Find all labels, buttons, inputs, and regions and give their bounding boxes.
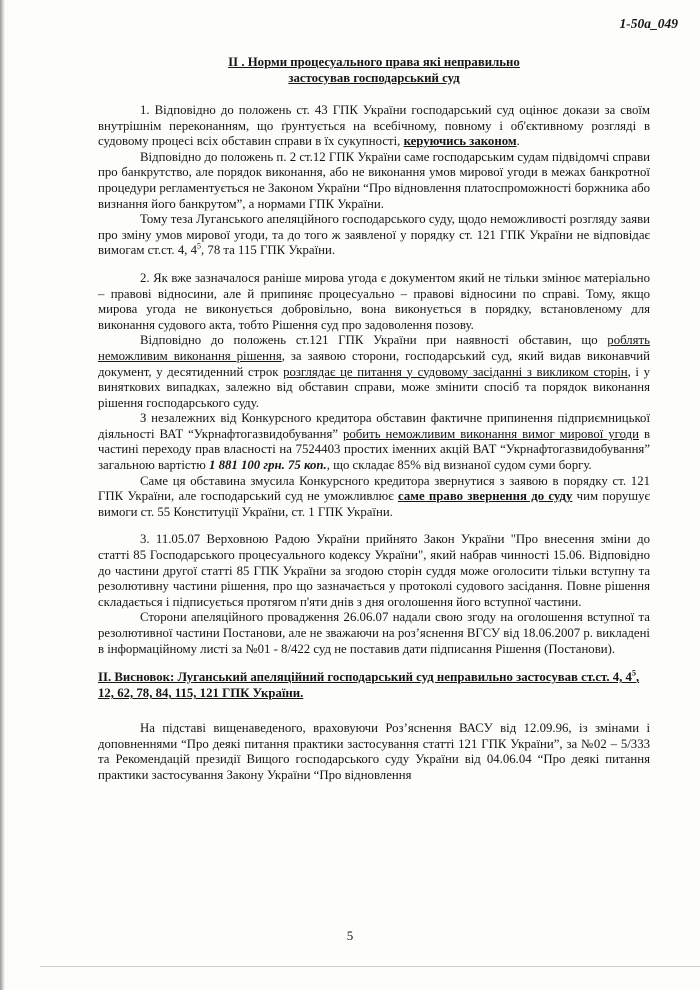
conclusion-superscript: 5 bbox=[631, 668, 636, 678]
paragraph-7-end: чим порушує вимоги ст. 55 Конституції України, ст. 1 ГПК України. bbox=[98, 489, 650, 519]
paragraph-1-emphasis: керуючись законом bbox=[403, 134, 517, 149]
paragraph-3-superscript: 5 bbox=[197, 242, 202, 252]
paragraph-7 bbox=[98, 474, 650, 521]
spacer bbox=[98, 259, 650, 271]
paragraph-8: 3. 11.05.07 Верховною Радою України прийнято Закон України "Про внесення зміни до статті 85 Господарського процесуального кодексу України", який набрав чинності 15.06. Відповідно до частини другої статті 85 ГПК України за згодою сторін суддя може оголосити тільки вступну та резолютивну частини рішення, про що зазначається у протоколі судового засідання. Повне рішення складається і підписується протягом п'яти днів з дня оголошення його вступної частини. bbox=[98, 532, 650, 609]
paragraph-4: 2. Як вже зазначалося раніше мирова угода є документом який не тільки змінює матеріально – правові відносини, але й припиняє процесуально – правові відносини по справі. Тому, якщо мирова угода не виконується добровільно, вона виконується в порядку, встановленому для виконання судового акта, тобто Рішення суд про задоволення позову. bbox=[98, 270, 650, 332]
conclusion-heading bbox=[98, 669, 650, 701]
paragraph-10: На підставі вищенаведеного, враховуючи Роз’яснення ВАСУ від 12.09.96, із змінами і доповненнями “Про деякі питання практики застосування статті 121 ГПК України”, за №02 – 5/333 та Рекомендацій президії Вищого господарського суду України від 04.06.04 “Про деякі питання практики застосування Закону України “Про відновлення bbox=[98, 721, 650, 782]
section-title-line-1: ІІ . Норми процесуального права які неправильно bbox=[228, 55, 520, 69]
paragraph-5-text-2: , за заявою сторони, господарський суд, який видав виконавчий документ, у десятиденний строк bbox=[98, 348, 650, 379]
page-number: 5 bbox=[346, 928, 354, 943]
paragraph-7-text: Саме ця обставина змусила Конкурсного кредитора звернутися з заявою в порядку ст. 121 ГПК України, але господарський суд не уможливлює bbox=[98, 473, 650, 504]
paragraph-5-end: , і у виняткових випадках, залежно від обставин справи, може змінити спосіб та порядок виконання рішення господарського суду. bbox=[98, 364, 651, 410]
document-body bbox=[98, 54, 650, 784]
paragraph-9: Сторони апеляційного провадження 26.06.07 надали свою згоду на оголошення вступної та резолютивної частини Постанови, але не зважаючи на роз’яснення ВГСУ від 18.06.2007 р. викладені в інформаційному листі за №01 - 8/422 суд не поставив дати підписання Рішення (Постанови). bbox=[98, 610, 650, 656]
section-title-line-2: застосував господарський суд bbox=[288, 71, 460, 85]
paragraph-1 bbox=[98, 103, 650, 150]
paragraph-3-end: , 78 та 115 ГПК України. bbox=[201, 243, 336, 258]
section-title bbox=[98, 54, 650, 86]
scan-bottom-line bbox=[40, 966, 700, 967]
paragraph-6-amount: 1 881 100 грн. 75 коп. bbox=[208, 458, 327, 473]
paragraph-6-text-2: в частині переходу прав власності на 7524403 простих іменних акцій ВАТ “Укрнафтогазвидобування” загальною вартістю bbox=[98, 426, 650, 473]
conclusion-text: ІІ. Висновок: Луганський апеляційний господарський суд неправильно застосував ст.ст. 4, 4 bbox=[98, 670, 632, 685]
paragraph-6-underline: робить неможливим виконання вимог мирової угоди bbox=[342, 426, 639, 441]
paragraph-3 bbox=[98, 212, 650, 259]
paragraph-5-underline-1: роблять неможливим виконання рішення bbox=[98, 333, 650, 363]
paragraph-6 bbox=[98, 411, 650, 473]
paragraph-1-text: 1. Відповідно до положень ст. 43 ГПК України господарський суд оцінює докази за своїм внутрішнім переконанням, що ґрунтується на всебічному, повному і об'єктивному розгляді в судовому процесі всіх обставин справи в їх сукупності, bbox=[98, 103, 650, 149]
paragraph-2: Відповідно до положень п. 2 ст.12 ГПК України саме господарським судам підвідомчі справи про банкрутство, але порядок виконання, або не виконання умов мирової угоди в межах банкротної процедури регламентується не Законом України “Про відновлення платоспроможності боржника або визнання його банкрутом”, а нормами ГПК України. bbox=[98, 149, 650, 211]
spacer bbox=[98, 520, 650, 532]
spacer bbox=[98, 657, 650, 669]
paragraph-6-text: З незалежних від Конкурсного кредитора обставин фактичне припинення підприємницької діяльності ВАТ “Укрнафтогазвидобування” bbox=[98, 411, 650, 441]
conclusion-end: , 12, 62, 78, 84, 115, 121 ГПК України. bbox=[98, 670, 640, 701]
paragraph-7-emphasis: саме право звернення до суду bbox=[398, 489, 573, 504]
paragraph-6-end: , що складає 85% від визнаної судом суми боргу. bbox=[326, 458, 592, 473]
document-code: 1-50а_049 bbox=[619, 16, 678, 31]
paragraph-1-end: . bbox=[516, 134, 520, 149]
scan-edge-shadow bbox=[0, 0, 5, 990]
paragraph-5 bbox=[98, 333, 650, 411]
paragraph-3-text: Тому теза Луганського апеляційного господарського суду, щодо неможливості розгляду заяви про зміну умов мирової угоди, та до того ж заявленої у порядку ст. 121 ГПК України не відповідає вимогам ст.ст. 4, 4 bbox=[98, 212, 650, 258]
paragraph-5-text: Відповідно до положень ст.121 ГПК України при наявності обставин, що bbox=[140, 333, 608, 348]
paragraph-5-underline-2: розглядає це питання у судовому засіданні з викликом сторін bbox=[283, 364, 628, 379]
